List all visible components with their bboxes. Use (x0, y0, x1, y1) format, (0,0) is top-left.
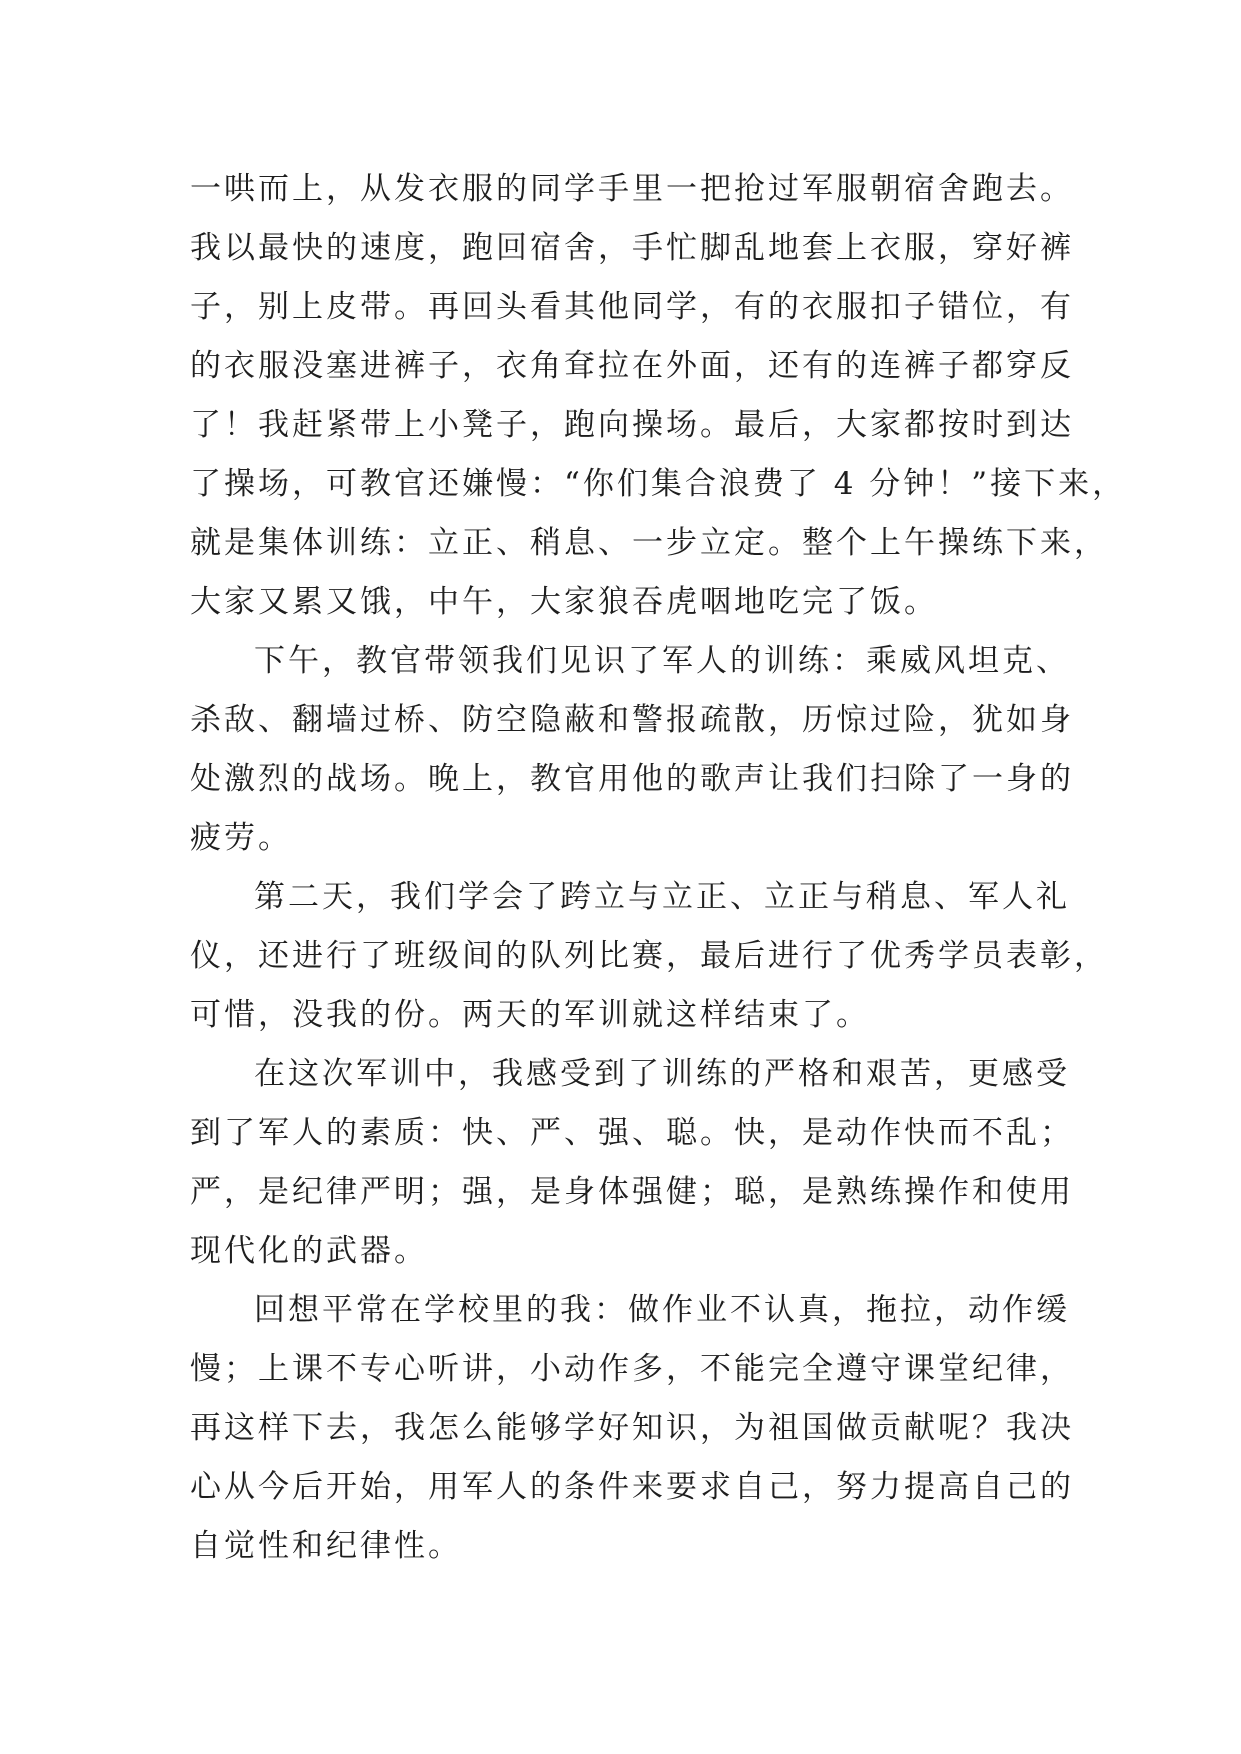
text-line: 子，别上皮带。再回头看其他同学，有的衣服扣子错位，有 (190, 289, 1074, 325)
text-line: 现代化的武器。 (190, 1233, 428, 1269)
text-line: 第二天，我们学会了跨立与立正、立正与稍息、军人礼 (254, 879, 1070, 915)
text-line: 处激烈的战场。晚上，教官用他的歌声让我们扫除了一身的 (190, 761, 1074, 797)
text-line: 一哄而上，从发衣服的同学手里一把抢过军服朝宿舍跑去。 (190, 171, 1074, 207)
paragraph (190, 868, 1108, 1045)
document-body (190, 160, 1127, 1576)
text-line: 疲劳。 (190, 820, 292, 856)
text-line: 再这样下去，我怎么能够学好知识，为祖国做贡献呢？我决 (190, 1410, 1074, 1446)
text-line: 大家又累又饿，中午，大家狼吞虎咽地吃完了饭。 (190, 584, 938, 620)
text-line: 心从今后开始，用军人的条件来要求自己，努力提高自己的 (190, 1469, 1074, 1505)
paragraph (190, 632, 1074, 868)
text-line: 我以最快的速度，跑回宿舍，手忙脚乱地套上衣服，穿好裤 (190, 230, 1074, 266)
text-line: 回想平常在学校里的我：做作业不认真，拖拉，动作缓 (254, 1292, 1070, 1328)
text-line: 可惜，没我的份。两天的军训就这样结束了。 (190, 997, 870, 1033)
paragraph (190, 1281, 1074, 1576)
text-line: 的衣服没塞进裤子，衣角耷拉在外面，还有的连裤子都穿反 (190, 348, 1074, 384)
text-line: 严，是纪律严明；强，是身体强健；聪，是熟练操作和使用 (190, 1174, 1074, 1210)
text-line: 自觉性和纪律性。 (190, 1528, 462, 1564)
paragraph (190, 1045, 1074, 1281)
text-line: 了！我赶紧带上小凳子，跑向操场。最后，大家都按时到达 (190, 407, 1074, 443)
paragraph (190, 160, 1127, 632)
text-line: 在这次军训中，我感受到了训练的严格和艰苦，更感受 (254, 1056, 1070, 1092)
text-line: 下午，教官带领我们见识了军人的训练：乘威风坦克、 (254, 643, 1070, 679)
text-line: 到了军人的素质：快、严、强、聪。快，是动作快而不乱； (190, 1115, 1074, 1151)
text-line: 杀敌、翻墙过桥、防空隐蔽和警报疏散，历惊过险，犹如身 (190, 702, 1074, 738)
text-line: 慢；上课不专心听讲，小动作多，不能完全遵守课堂纪律， (190, 1351, 1074, 1387)
text-line: 了操场，可教官还嫌慢：“你们集合浪费了 4 分钟！”接下来， (190, 466, 1127, 502)
text-line: 就是集体训练：立正、稍息、一步立定。整个上午操练下来， (190, 525, 1108, 561)
text-line: 仪，还进行了班级间的队列比赛，最后进行了优秀学员表彰， (190, 938, 1108, 974)
